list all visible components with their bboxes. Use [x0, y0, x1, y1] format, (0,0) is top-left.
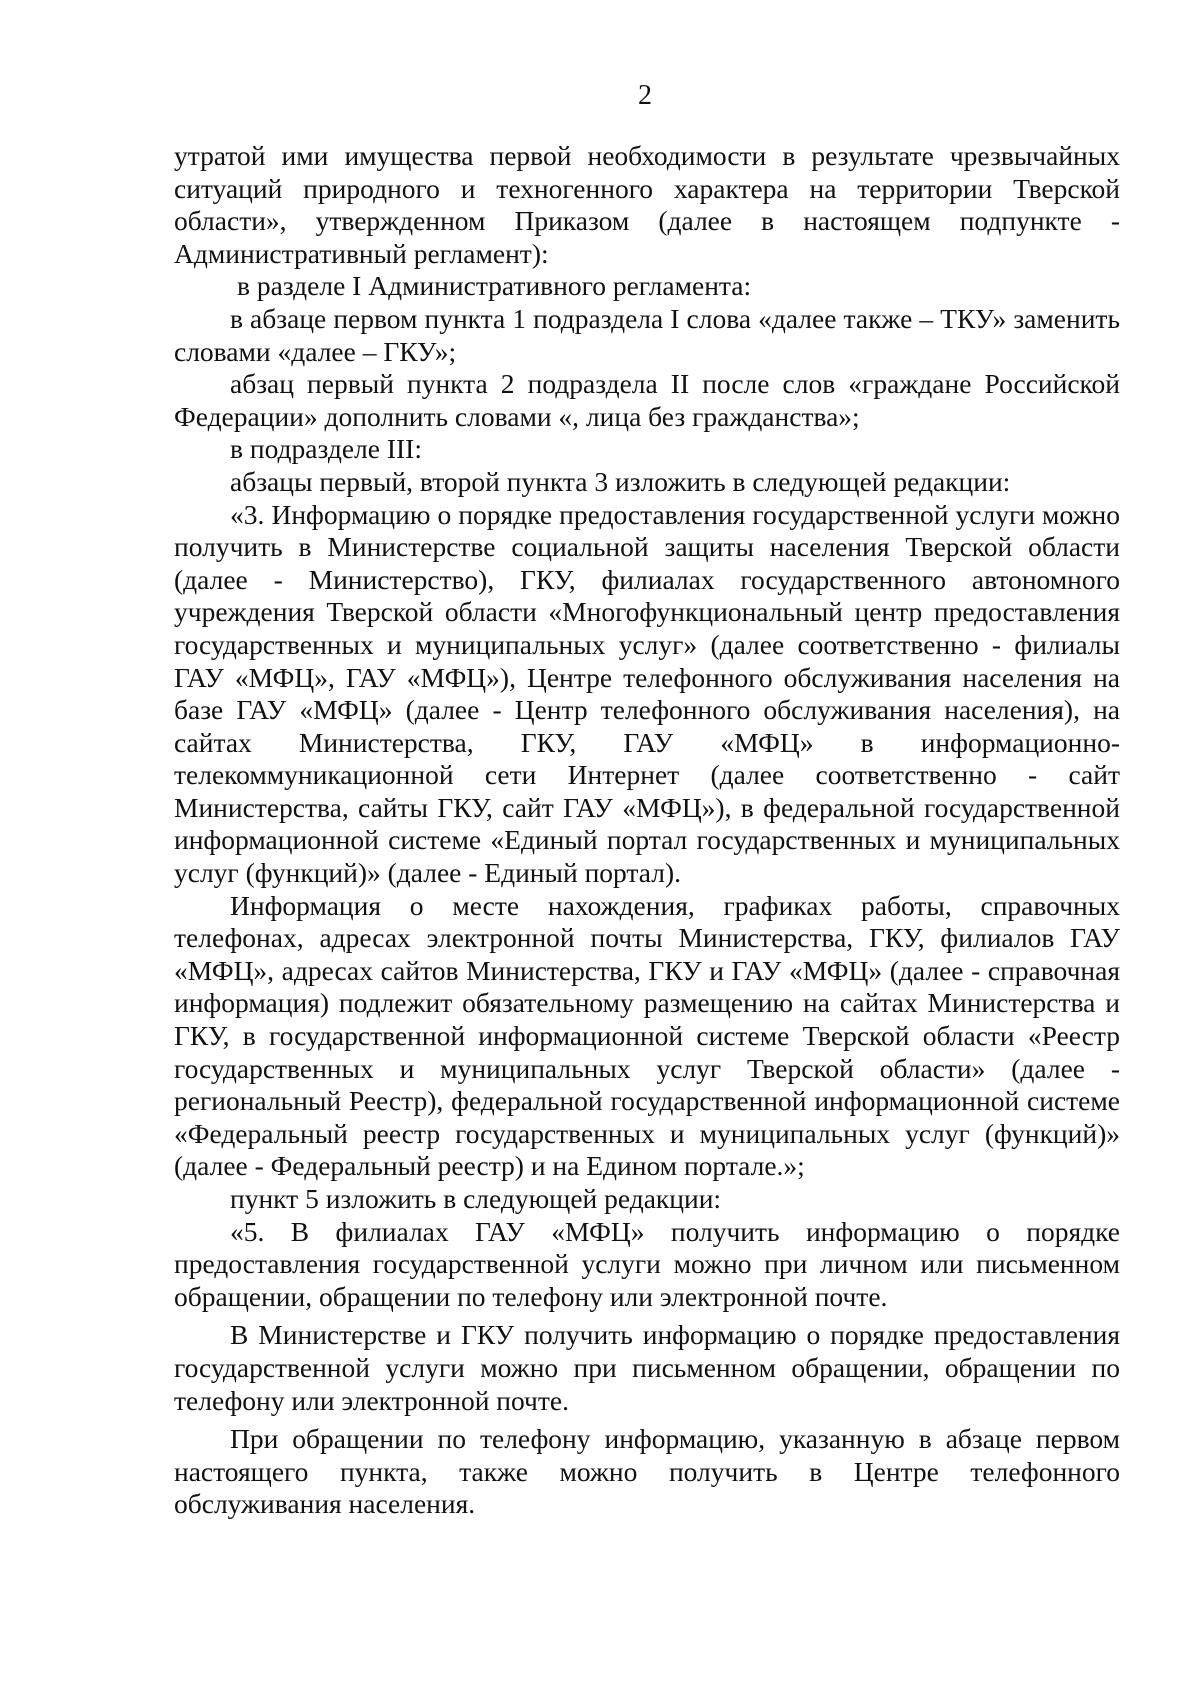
paragraph-item-5-text: «5. В филиалах ГАУ «МФЦ» получить информацию о порядке предоставления государственной услуги можно при личном или письменном обращении, обращении по телефону или электронной почте.: [174, 1215, 1120, 1312]
paragraph-phone: При обращении по телефону информацию, указанную в абзаце первом настоящего пункта, также можно получить в Центре телефонного обслуживания населения.: [174, 1423, 1120, 1520]
paragraph-item-3-intro: абзацы первый, второй пункта 3 изложить в следующей редакции:: [230, 465, 1011, 497]
paragraph-item-5-intro: пункт 5 изложить в следующей редакции:: [230, 1183, 722, 1214]
paragraph-item-3-text: «3. Информацию о порядке предоставления государственной услуги можно получить в Министерстве социальной защиты населения Тверской области (далее - Министерство), ГКУ, филиалах государственного автономного учреждения Тверской области «Многофункциональный центр предоставления государственных и муниципальных услуг» (далее соответственно - филиалы ГАУ «МФЦ», ГАУ «МФЦ»), Центре телефонного обслуживания населения на базе ГАУ «МФЦ» (далее - Центр телефонного обслуживания населения), на сайтах Министерства, ГКУ, ГАУ «МФЦ» в информационно-телекоммуникационной сети Интернет (далее соответственно - сайт Министерства, сайты ГКУ, сайт ГАУ «МФЦ»), в федеральной государственной информационной системе «Единый портал государственных и муниципальных услуг (функций)» (далее - Единый портал).: [174, 498, 1120, 889]
paragraph-item-3-info: Информация о месте нахождения, графиках работы, справочных телефонах, адресах электронной почты Министерства, ГКУ, филиалов ГАУ «МФЦ», адресах сайтов Министерства, ГКУ и ГАУ «МФЦ» (далее - справочная информация) подлежит обязательному размещению на сайтах Министерства и ГКУ, в государственной информационной системе Тверской области «Реестр государственных и муниципальных услуг Тверской области» (далее - региональный Реестр), федеральной государственной информационной системе «Федеральный реестр государственных и муниципальных услуг (функций)» (далее - Федеральный реестр) и на Едином портале.»;: [174, 889, 1120, 1182]
document-body: [174, 140, 1120, 1521]
paragraph-subsection-3: в подразделе III:: [230, 433, 422, 465]
paragraph-ministry: В Министерстве и ГКУ получить информацию о порядке предоставления государственной услуги можно при письменном обращении, обращении по телефону или электронной почте.: [174, 1319, 1120, 1416]
paragraph-item-2: абзац первый пункта 2 подраздела II после слов «граждане Российской Федерации» дополнить словами «, лица без гражданства»;: [174, 368, 1120, 432]
page-number: 2: [638, 80, 652, 111]
paragraph-section-1: в разделе I Административного регламента:: [237, 270, 752, 302]
paragraph-item-1: в абзаце первом пункта 1 подраздела I слова «далее также – ТКУ» заменить словами «далее – ГКУ»;: [174, 302, 1120, 367]
paragraph-intro: утратой ими имущества первой необходимости в результате чрезвычайных ситуаций природного и техногенного характера на территории Тверской области», утвержденном Приказом (далее в настоящем подпункте - Административный регламент):: [174, 140, 1120, 269]
